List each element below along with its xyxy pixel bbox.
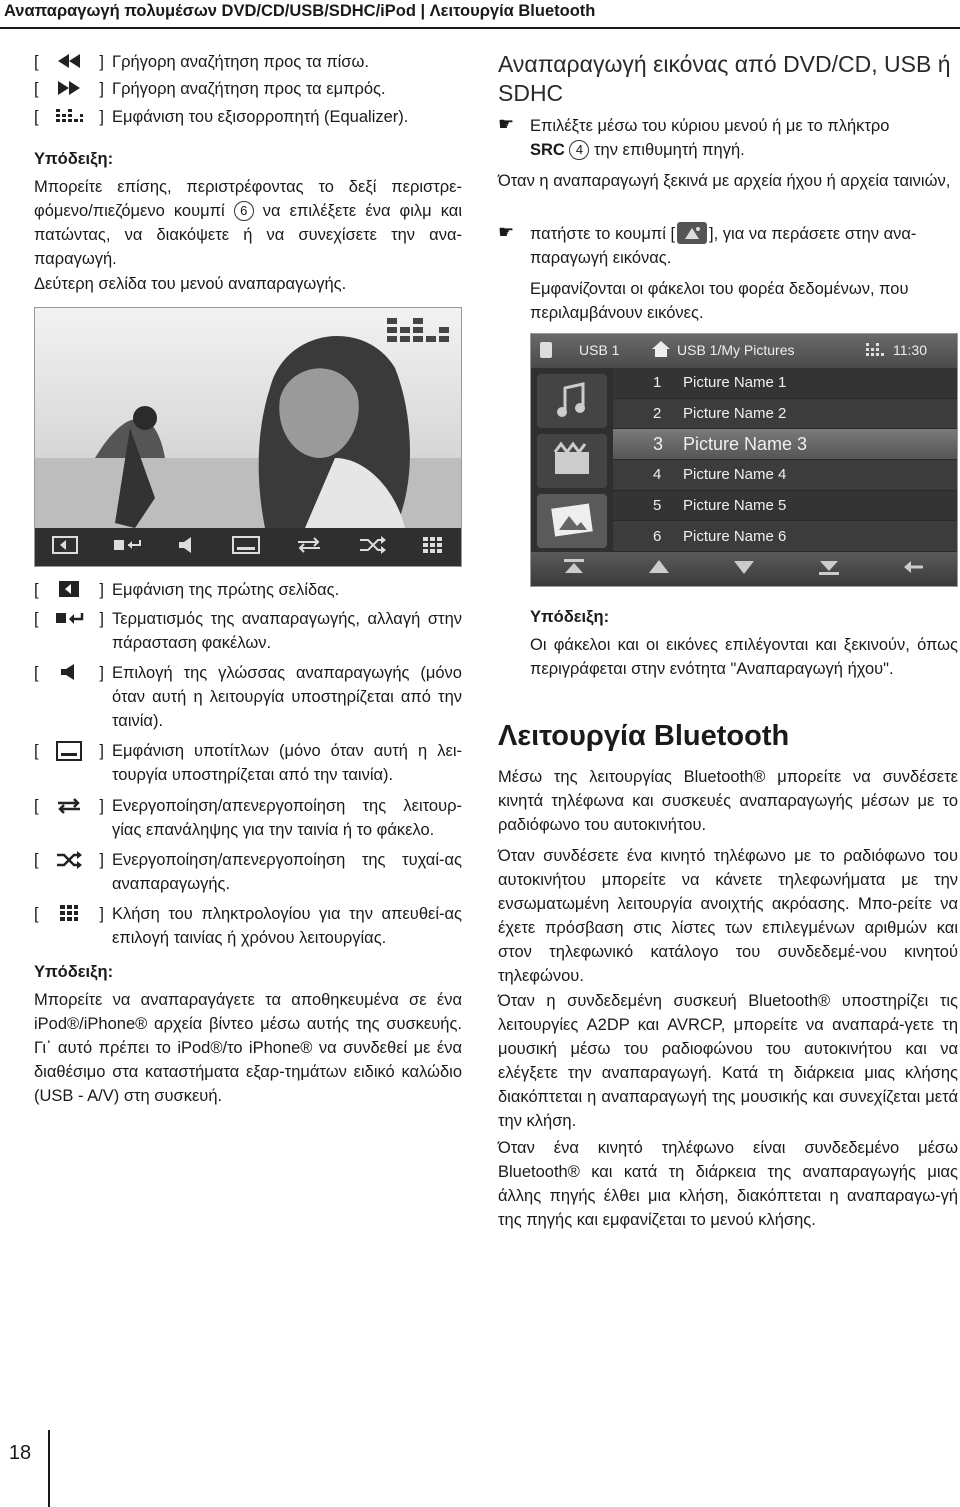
list-item[interactable]: [613, 521, 957, 552]
item-stop-return: [ ] Τερματισμός της αναπαραγωγής, αλλαγή στην πάρασταση φακέλων.: [34, 607, 462, 655]
subtitle-button[interactable]: [232, 536, 260, 559]
item-shuffle: [ ] Ενεργοποίηση/απενεργοποίηση της τυχαί-ας αναπαραγωγής.: [34, 848, 462, 896]
stop-return-button[interactable]: [112, 536, 142, 559]
item-subtitle: [ ] Εμφάνιση υποτίτλων (μόνο όταν αυτή η λει-τουργία υποστηρίζεται από την ταινία).: [34, 739, 462, 787]
folder-path: USB 1/My Pictures: [677, 342, 795, 358]
stop-return-icon: [44, 607, 94, 655]
browser-top-bar: [531, 334, 957, 368]
source-label: USB 1: [579, 342, 620, 358]
list-item-label: Picture Name 3: [683, 433, 808, 454]
equalizer-button[interactable]: [865, 342, 885, 361]
scroll-down-button[interactable]: [731, 557, 757, 582]
right-column: [498, 0, 960, 1507]
list-item-label: Picture Name 5: [683, 496, 787, 514]
knob-4-badge: 4: [569, 140, 589, 160]
list-item[interactable]: [613, 368, 957, 399]
first-page-icon: [44, 578, 94, 602]
hint-2: Υπόδειξη: Μπορείτε να αναπαραγάγετε τα αποθηκευμένα σε ένα iPod®/iPhone® αρχεία βίντεο μέσω αυτής της συσκευής. Γι᾽ αυτό πρέπει το iPod®/το iPhone® να συνδεθεί με ένα διαθέσιμο στα καταστήματα εξαρ-τημάτων ειδικό καλώδιο (USB - A/V) στη συσκευή.: [34, 963, 462, 1105]
browser-bottom-bar: [531, 552, 957, 586]
list-item-number: 2: [653, 404, 662, 422]
item-repeat: [ ] Ενεργοποίηση/απενεργοποίηση της λειτουρ-γίας επανάληψης για την ταινία ή το φάκελο.: [34, 794, 462, 842]
subtitle-icon: [44, 739, 94, 787]
keypad-button[interactable]: [422, 536, 444, 559]
header-title: Αναπαραγωγή πολυμέσων DVD/CD/USB/SDHC/iPod | Λειτουργία Bluetooth: [4, 2, 596, 20]
item-fast-backward: [ ] Γρήγορη αναζήτηση προς τα πίσω.: [34, 50, 369, 74]
when-playing-text: Όταν η αναπαραγωγή ξεκινά με αρχεία ήχου ή αρχεία ταινιών,: [498, 172, 951, 190]
repeat-button[interactable]: [294, 536, 324, 559]
hint-1: Υπόδειξη: Μπορείτε επίσης, περιστρέφοντας το δεξί περιστρε-φόμενο/πιεζόμενο κουμπί 6 να επιλέξετε ένα φιλμ και πατώντας, να διακόψετε ή να συνεχίσετε την ανα-παραγωγή.: [34, 147, 462, 271]
list-item-label: Picture Name 4: [683, 466, 787, 484]
hint-3: Υπόδειξη: Οι φάκελοι και οι εικόνες επιλέγονται και ξεκινούν, όπως περιγράφεται στην ενότητα "Αναπαραγωγή ήχου".: [530, 608, 958, 678]
knob-6-badge: 6: [234, 201, 254, 221]
list-item-label: Picture Name 2: [683, 404, 787, 422]
list-item-label: Picture Name 1: [683, 374, 787, 392]
pointing-hand-icon: ☛: [498, 114, 515, 134]
picture-list: [613, 368, 957, 552]
bluetooth-paragraph-3: Όταν η συνδεδεμένη συσκευή Bluetooth® υποστηρίζει τις λειτουργίες A2DP και AVRCP, μπορείτε να αναπαρά-γετε τη μουσική μέσω του ραδιοφώνου του αυτοκινήτου και να ελέγξετε την αναπαραγωγή. Κατά τη διάρκεια μιας κλήσης διακόπτεται η αναπαραγωγή της μουσικής και συνεχίζεται μετά την κλήση.: [498, 992, 958, 1130]
video-control-bar: [35, 528, 461, 566]
repeat-icon: [44, 794, 94, 842]
shuffle-button[interactable]: [358, 536, 388, 559]
list-item[interactable]: [613, 491, 957, 522]
item-first-page: [ ] Εμφάνιση της πρώτης σελίδας.: [34, 578, 462, 602]
video-tab[interactable]: [537, 434, 607, 488]
keypad-icon: [44, 902, 94, 950]
list-item-number: 6: [653, 527, 662, 545]
step-select-source: ☛ Επιλέξτε μέσω του κύριου μενού ή με το πλήκτρο SRC 4 την επιθυμητή πηγή.: [498, 114, 890, 159]
second-page-caption: Δεύτερη σελίδα του μενού αναπαραγωγής.: [34, 275, 347, 293]
media-type-column: [531, 368, 613, 552]
list-item-label: Picture Name 6: [683, 527, 787, 545]
picture-browser-screen: [530, 333, 958, 587]
video-playback-screen: [34, 307, 462, 567]
bluetooth-paragraph-4: Όταν ένα κινητό τηλέφωνο είναι συνδεδεμένο μέσω Bluetooth® και κατά τη διάρκεια της αναπαραγωγής μιας άλλης πηγής έλθει μια κλήση, διακόπτεται η αναπαραγω-γή της πηγής και εμφανίζεται το μενού κλήσης.: [498, 1139, 958, 1229]
shuffle-icon: [44, 848, 94, 896]
folders-shown-text: Εμφανίζονται οι φάκελοι του φορέα δεδομένων, που περιλαμβάνουν εικόνες.: [530, 280, 909, 322]
picture-tab[interactable]: [537, 494, 607, 548]
fast-forward-icon: [44, 77, 94, 101]
folio-rule: [48, 1430, 50, 1507]
home-button[interactable]: [651, 340, 671, 361]
first-page-button[interactable]: [52, 536, 78, 559]
item-fast-forward: [ ] Γρήγορη αναζήτηση προς τα εμπρός.: [34, 77, 386, 101]
page-down-button[interactable]: [816, 557, 842, 582]
item-keypad: [ ] Κλήση του πληκτρολογίου για την απευθεί-ας επιλογή ταινίας ή χρόνου λειτουργίας.: [34, 902, 462, 950]
list-item-number: 5: [653, 496, 662, 514]
step-press-picture: ☛ πατήστε το κουμπί [ ], για να περάσετε στην ανα-παραγωγή εικόνας.: [498, 222, 917, 267]
hint-1-text: Μπορείτε επίσης, περιστρέφοντας το δεξί περιστρε-φόμενο/πιεζόμενο κουμπί 6 να επιλέξετε ένα φιλμ και πατώντας, να διακόψετε ή να συνεχίσετε την ανα-παραγωγή.: [34, 178, 462, 268]
item-equalizer: [ ] Εμφάνιση του εξισορροπητή (Equalizer).: [34, 105, 408, 129]
clock: 11:30: [893, 342, 927, 358]
list-item-number: 4: [653, 466, 662, 484]
list-item-number: 3: [653, 433, 664, 454]
speaker-icon: [44, 661, 94, 733]
left-column: [34, 0, 462, 1507]
list-item[interactable]: [613, 460, 957, 491]
item-audio-language: [ ] Επιλογή της γλώσσας αναπαραγωγής (μόνο όταν αυτή η λειτουργία υποστηρίζεται από την ταινία).: [34, 661, 462, 733]
heading-picture-playback: Αναπαραγωγή εικόνας από DVD/CD, USB ή SDHC: [498, 51, 951, 106]
picture-button-icon: [677, 222, 707, 244]
page-up-button[interactable]: [561, 557, 587, 582]
list-item-number: 1: [653, 374, 662, 392]
scroll-up-button[interactable]: [646, 557, 672, 582]
bluetooth-paragraph-2: Όταν συνδέσετε ένα κινητό τηλέφωνο με το ραδιόφωνο του αυτοκινήτου μπορείτε να κάνετε τηλεφωνήματα με την ενσωματωμένη λειτουργία ανοιχτής ακρόασης. Μπο-ρείτε να έχετε πρόσβαση στις λίστες των επιλεγμένων αριθμών και στον τηλεφωνικό κατάλογο του συνδεδεμέ-νου κινητού τηλεφώνου.: [498, 847, 958, 985]
equalizer-icon: [44, 105, 94, 129]
bluetooth-paragraph-1: Μέσω της λειτουργίας Bluetooth® μπορείτε να συνδέσετε κινητά τηλέφωνα και συσκευές αναπαραγωγής μέσων με το ραδιόφωνο του αυτοκινήτου.: [498, 768, 958, 834]
heading-bluetooth: Λειτουργία Bluetooth: [498, 720, 790, 752]
audio-language-button[interactable]: [176, 536, 198, 559]
source-icon: [537, 340, 555, 363]
pointing-hand-icon: ☛: [498, 222, 515, 242]
page-number: 18: [8, 1442, 32, 1464]
back-button[interactable]: [901, 557, 927, 582]
list-item[interactable]: [613, 429, 957, 460]
fast-backward-icon: [44, 50, 94, 74]
list-item[interactable]: [613, 399, 957, 430]
music-tab[interactable]: [537, 374, 607, 428]
